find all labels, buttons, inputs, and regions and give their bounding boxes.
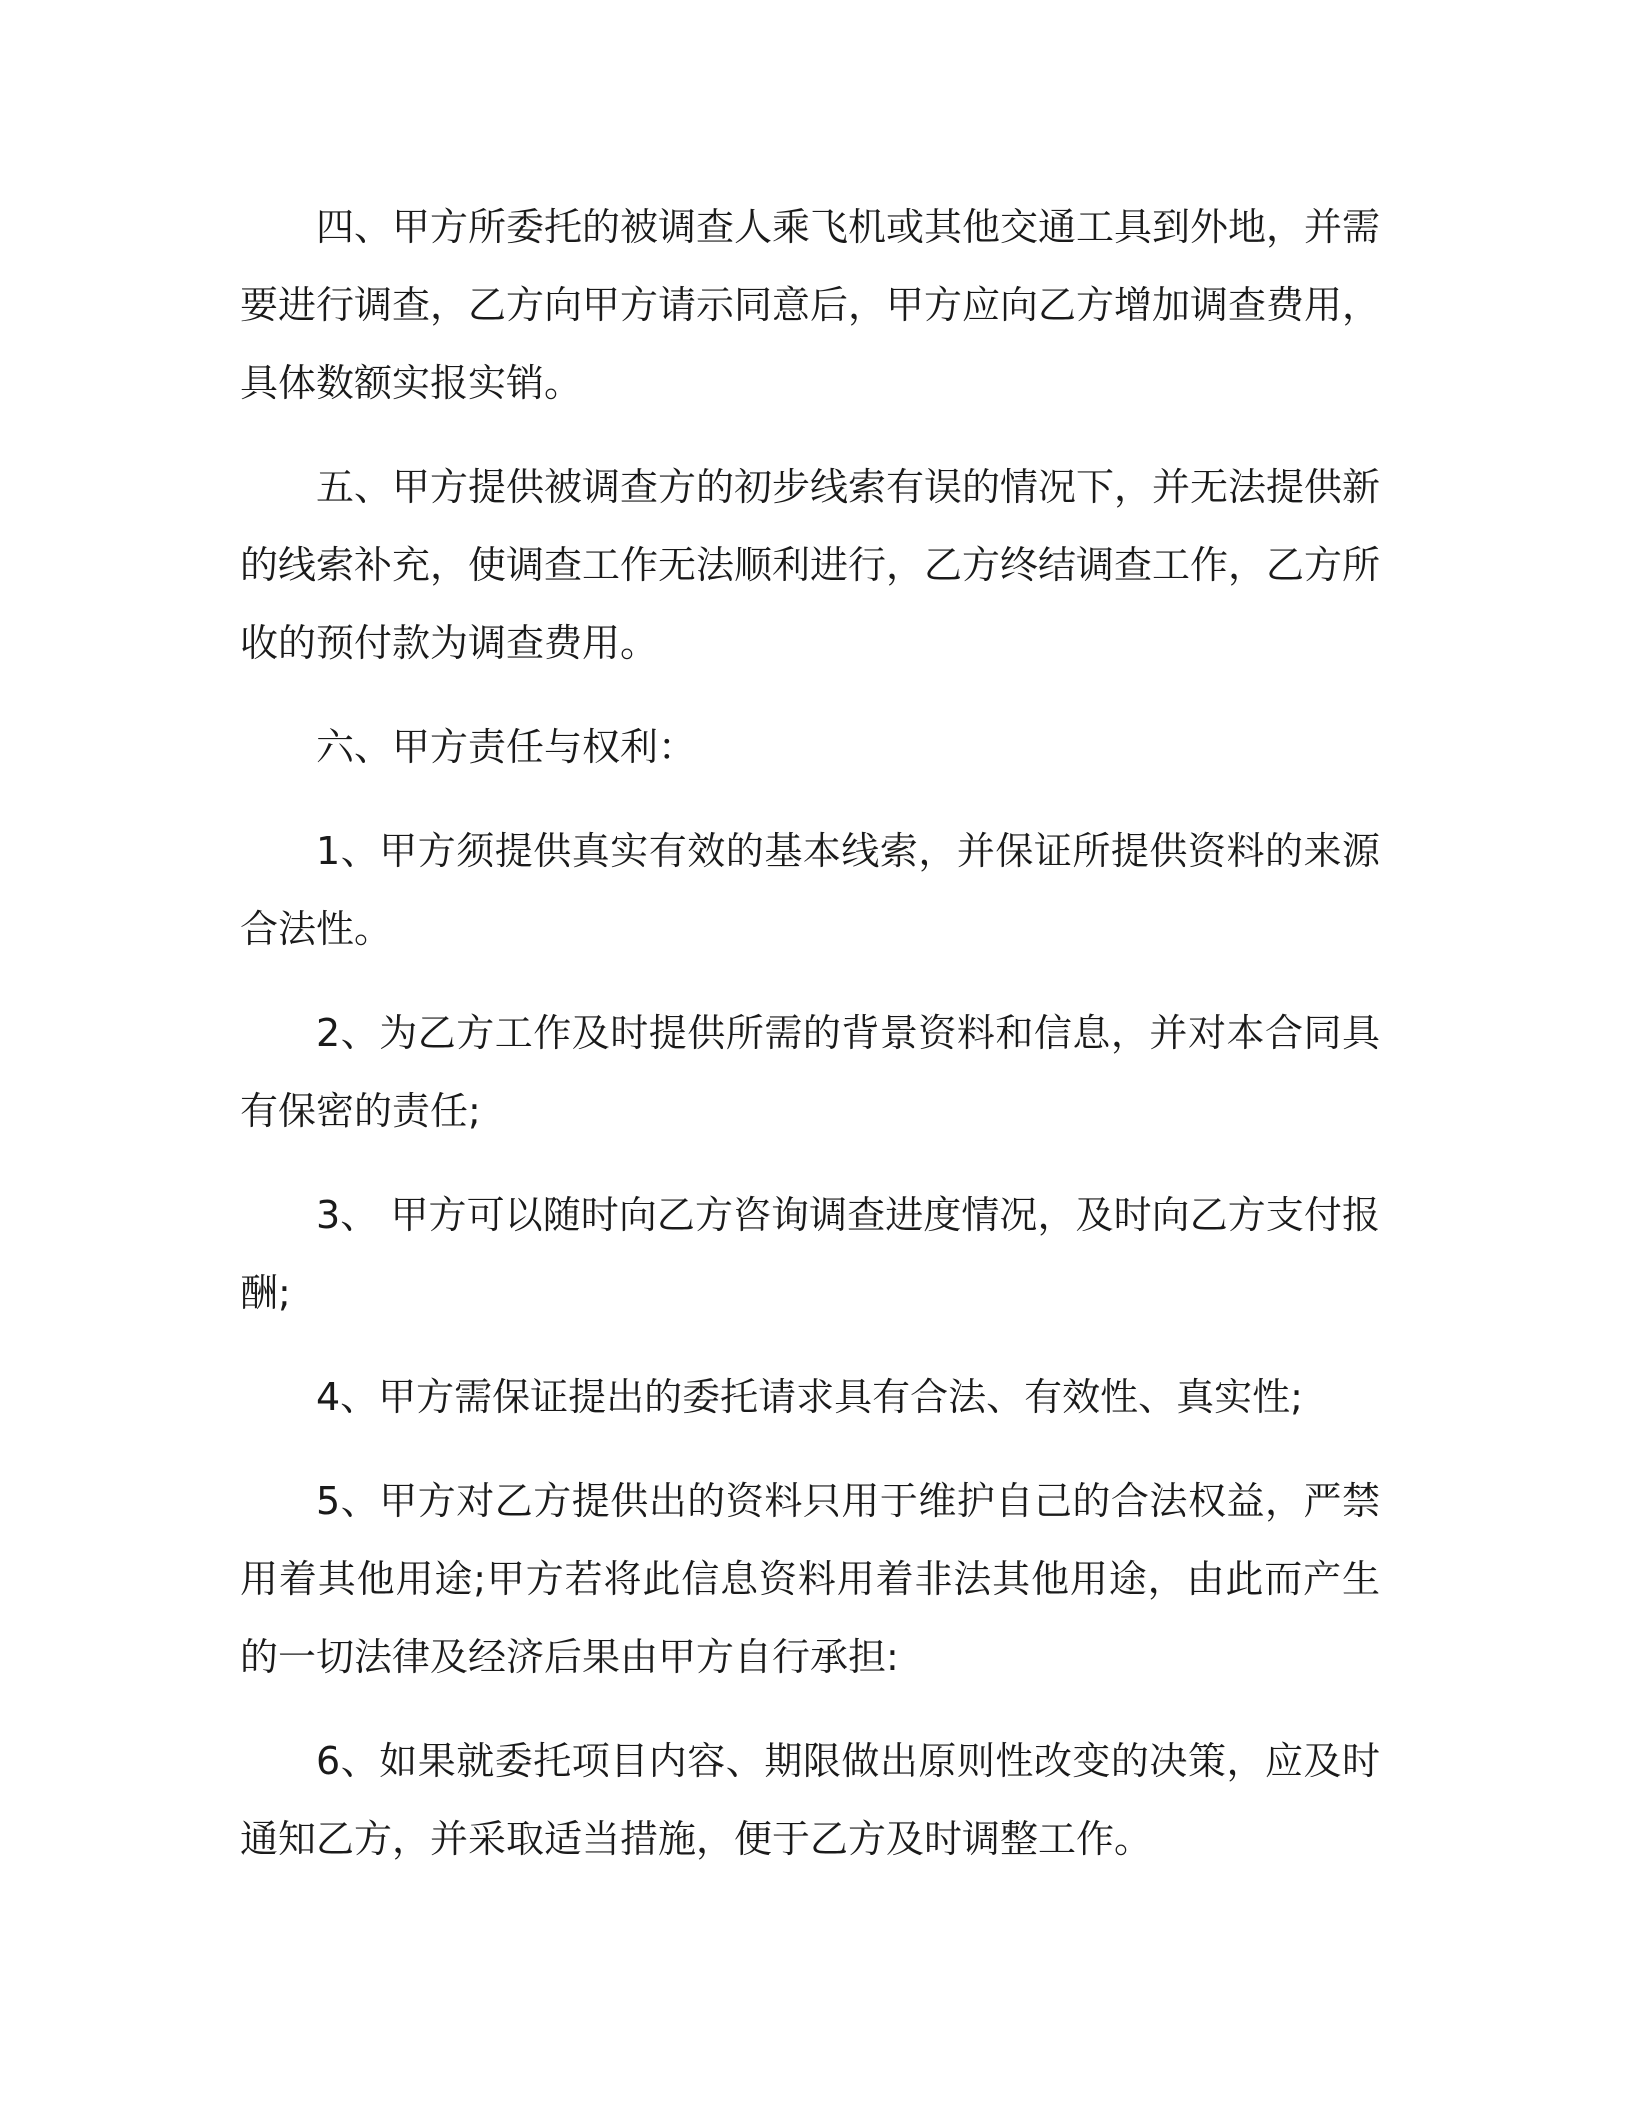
clause-5: 5、甲方对乙方提供出的资料只用于维护自己的合法权益，严禁用着其他用途;甲方若将此信息资料用着非法其他用途，由此而产生的一切法律及经济后果由甲方自行承担:: [240, 1479, 1380, 1679]
clause-3: 3、 甲方可以随时向乙方咨询调查进度情况，及时向乙方支付报酬;: [240, 1193, 1380, 1315]
paragraph-incorrect-clues: 五、甲方提供被调查方的初步线索有误的情况下，并无法提供新的线索补充，使调查工作无法顺利进行，乙方终结调查工作，乙方所收的预付款为调查费用。: [240, 465, 1381, 665]
section-heading-party-a-rights: 六、甲方责任与权利：: [316, 725, 697, 769]
clause-2: 2、为乙方工作及时提供所需的背景资料和信息，并对本合同具有保密的责任;: [240, 1011, 1380, 1133]
clause-4: 4、甲方需保证提出的委托请求具有合法、有效性、真实性;: [316, 1375, 1303, 1419]
clause-1: 1、甲方须提供真实有效的基本线索，并保证所提供资料的来源合法性。: [240, 829, 1380, 951]
paragraph-travel-expenses: 四、甲方所委托的被调查人乘飞机或其他交通工具到外地，并需要进行调查，乙方向甲方请示同意后，甲方应向乙方增加调查费用，具体数额实报实销。: [240, 205, 1381, 405]
clause-6: 6、如果就委托项目内容、期限做出原则性改变的决策，应及时通知乙方，并采取适当措施，便于乙方及时调整工作。: [240, 1739, 1380, 1861]
document-body: [240, 188, 1380, 1904]
